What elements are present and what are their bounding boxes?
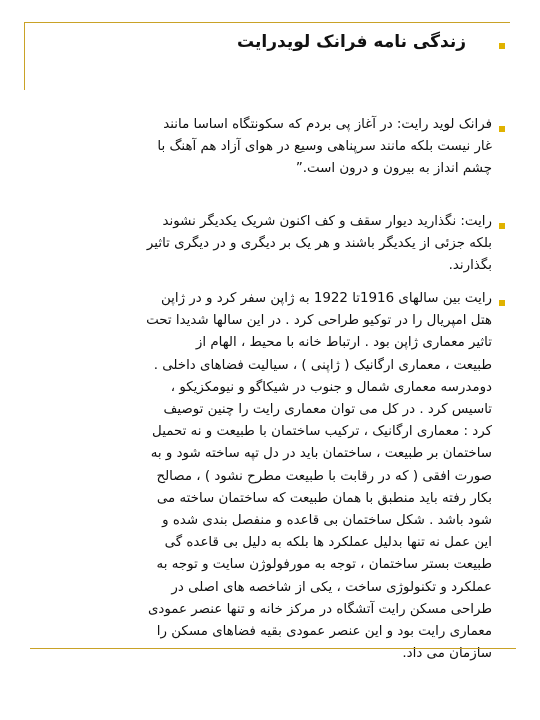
paragraph-3-line: دومدرسه معماری شمال و جنوب در شیکاگو و نیومکزیکو ، [170, 379, 492, 395]
top-rule [24, 22, 510, 23]
paragraph-2-line: بگذارند. [448, 258, 492, 274]
paragraph-3-line: معماری رایت بود و این عنصر عمودی بقیه فضاهای مسکن را [156, 624, 492, 640]
paragraph-3-line: ساختمان بر طبیعت ، ساختمان باید در دل تپه ساخته شود و به [150, 446, 492, 462]
paragraph-3 [62, 288, 492, 665]
paragraph-1 [62, 114, 492, 181]
bullet-icon-1 [499, 126, 505, 132]
paragraph-3-line: صورت افقی ( که در رقابت با طبیعت مطرح نشود ) ، مصالح [156, 468, 492, 484]
paragraph-3-line: بکار رفته باید منطبق با همان طبیعت که ساختمان ساخته می [156, 490, 492, 506]
paragraph-2-line: رایت: نگذارید دیوار سقف و کف اکنون شریک یکدیگر نشوند [162, 214, 492, 229]
paragraph-3-line: عملکرد و تکنولوژی ساخت ، یکی از شاخصه های اصلی در [171, 579, 492, 595]
paragraph-2-line: بلکه جزئی از یکدیگر باشند و هر یک بر دیگری و در دیگری تاثیر [146, 236, 492, 252]
paragraph-3-line: تاسیس کرد . در کل می توان معماری رایت را چنین توصیف [163, 402, 492, 418]
slide-title: زندگی نامه فرانک لویدرایت [237, 32, 466, 52]
paragraph-3-line: سازمان می داد. [402, 646, 492, 662]
bottom-rule [30, 648, 516, 649]
paragraph-3-line: طبیعت بستر ساختمان ، توجه به مورفولوژن سایت و توجه به [156, 557, 492, 573]
paragraph-1-line: چشم انداز به بیرون و درون است.” [295, 161, 492, 177]
paragraph-3-line: طبیعت ، معماری ارگانیک ( ژاپنی ) ، سیالیت فضاهای داخلی . [153, 357, 492, 373]
paragraph-3-line: طراحی مسکن رایت آتشگاه در مرکز خانه و تنها عنصر عمودی [147, 601, 492, 617]
paragraph-1-line: فرانک لوید رایت: در آغاز پی بردم که سکونتگاه اساسا مانند [163, 117, 492, 132]
left-rule [24, 22, 25, 90]
paragraph-3-line: تاثیر معماری ژاپن بود . ارتباط خانه با محیط ، الهام از [195, 335, 492, 351]
bullet-icon-3 [499, 300, 505, 306]
paragraph-3-line: هتل امپریال را در توکیو طراحی کرد . در این سالها شدیدا تحت [146, 313, 492, 329]
paragraph-2 [62, 211, 492, 278]
paragraph-3-line: این عمل نه تنها بدلیل عملکرد ها بلکه به دلیل بی قاعده گی [164, 535, 492, 551]
paragraph-3-line: رایت بین سالهای 1916تا 1922 به ژاپن سفر کرد و در ژاپن [160, 291, 492, 306]
bullet-icon-2 [499, 223, 505, 229]
paragraph-1-line: غار نیست بلکه مانند سرپناهی وسیع در هوای آزاد هم آهنگ با [157, 139, 492, 155]
paragraph-3-line: کرد : معماری ارگانیک ، ترکیب ساختمان با طبیعت و نه تحمیل [152, 424, 492, 440]
paragraph-3-line: شود باشد . شکل ساختمان بی قاعده و منفصل بندی شده و [162, 513, 492, 529]
title-bullet-icon [499, 43, 505, 49]
